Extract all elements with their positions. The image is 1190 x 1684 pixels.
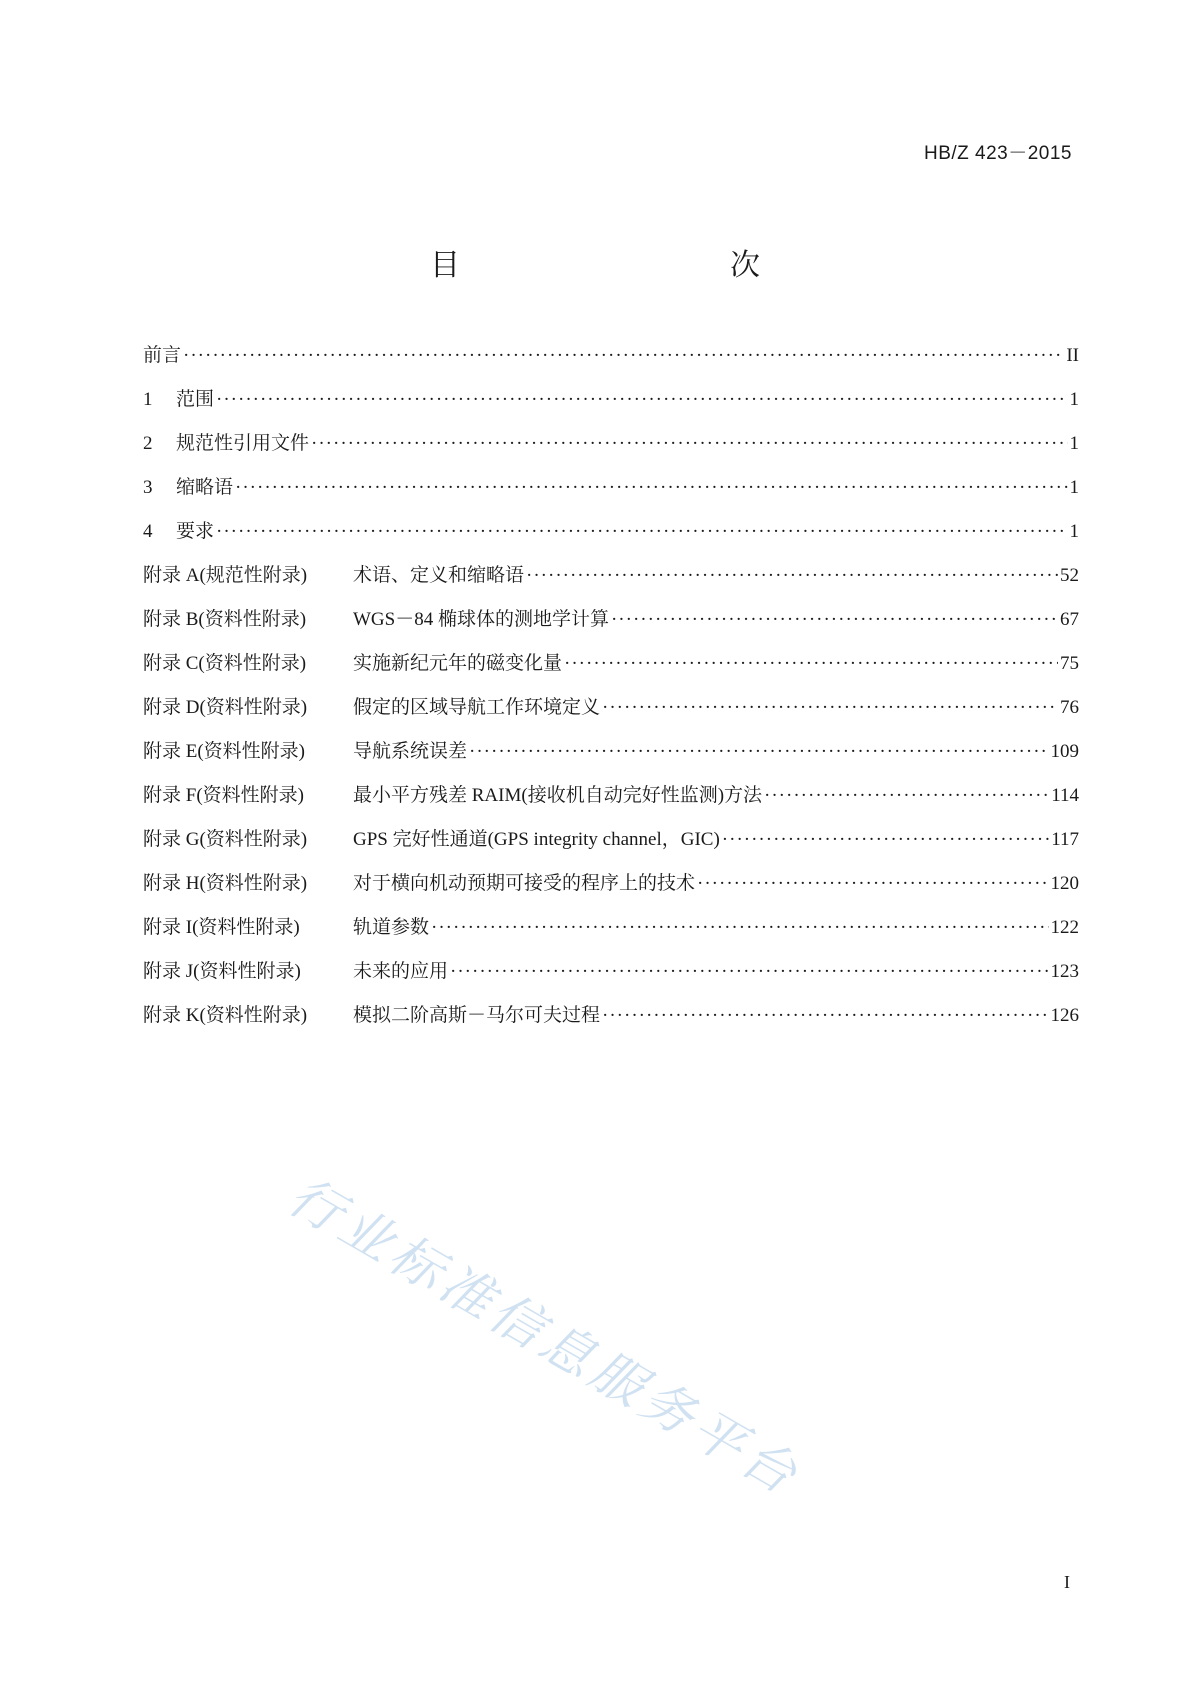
dot-leader — [431, 917, 1048, 939]
toc-entry-page: II — [1066, 345, 1079, 366]
toc-entry-page: 109 — [1050, 741, 1079, 762]
table-of-contents — [143, 340, 1079, 1044]
toc-entry-page: 1 — [1069, 433, 1079, 454]
toc-entry-label: 最小平方残差 RAIM(接收机自动完好性监测)方法 — [353, 785, 763, 806]
toc-entry-appendix[interactable] — [143, 824, 1079, 868]
dot-leader — [216, 389, 1067, 411]
toc-entry[interactable] — [143, 428, 1079, 472]
toc-entry-label: 对于横向机动预期可接受的程序上的技术 — [353, 873, 696, 894]
dot-leader — [602, 697, 1058, 719]
toc-entry-appendix[interactable] — [143, 648, 1079, 692]
dot-leader — [602, 1005, 1048, 1027]
toc-entry-appendix[interactable] — [143, 868, 1079, 912]
toc-entry-appendix[interactable] — [143, 692, 1079, 736]
toc-entry-page: 123 — [1050, 961, 1079, 982]
dot-leader — [450, 961, 1048, 983]
toc-entry-page: 1 — [1069, 521, 1079, 542]
dot-leader — [235, 477, 1067, 499]
toc-appendix-id: 附录 E(资料性附录) — [143, 741, 306, 762]
toc-entry-number: 4 — [143, 521, 153, 542]
toc-entry-label: WGS－84 椭球体的测地学计算 — [353, 609, 609, 630]
toc-entry[interactable] — [143, 340, 1079, 384]
toc-entry-page: 67 — [1060, 609, 1079, 630]
dot-leader — [764, 785, 1049, 807]
toc-entry[interactable] — [143, 384, 1079, 428]
toc-appendix-id: 附录 J(资料性附录) — [143, 961, 301, 982]
toc-entry-number: 2 — [143, 433, 153, 454]
page-number: I — [1064, 1572, 1070, 1592]
dot-leader — [526, 565, 1058, 587]
toc-entry-label: 模拟二阶高斯－马尔可夫过程 — [353, 1005, 601, 1026]
toc-entry-page: 122 — [1050, 917, 1079, 938]
toc-appendix-id: 附录 H(资料性附录) — [143, 873, 308, 894]
toc-entry-label: 规范性引用文件 — [176, 433, 310, 454]
toc-appendix-id: 附录 G(资料性附录) — [143, 829, 308, 850]
toc-appendix-id: 附录 I(资料性附录) — [143, 917, 300, 938]
toc-appendix-id: 附录 C(资料性附录) — [143, 653, 307, 674]
dot-leader — [722, 829, 1049, 851]
toc-entry-appendix[interactable] — [143, 780, 1079, 824]
toc-entry-label: 缩略语 — [176, 477, 234, 498]
toc-entry-label: 范围 — [176, 389, 215, 410]
toc-entry-appendix[interactable] — [143, 560, 1079, 604]
toc-appendix-id: 附录 A(规范性附录) — [143, 565, 308, 586]
toc-entry-label: 实施新纪元年的磁变化量 — [353, 653, 563, 674]
toc-entry-page: 120 — [1050, 873, 1079, 894]
toc-entry[interactable] — [143, 472, 1079, 516]
toc-appendix-id: 附录 B(资料性附录) — [143, 609, 307, 630]
dot-leader — [311, 433, 1067, 455]
toc-entry-appendix[interactable] — [143, 604, 1079, 648]
dot-leader — [216, 521, 1067, 543]
toc-entry[interactable] — [143, 516, 1079, 560]
toc-appendix-id: 附录 F(资料性附录) — [143, 785, 304, 806]
toc-appendix-id: 附录 K(资料性附录) — [143, 1005, 308, 1026]
toc-entry-label: 要求 — [176, 521, 215, 542]
toc-entry-label: 术语、定义和缩略语 — [353, 565, 525, 586]
toc-entry-page: 52 — [1060, 565, 1079, 586]
toc-entry-number: 3 — [143, 477, 153, 498]
toc-entry-page: 75 — [1060, 653, 1079, 674]
toc-entry-appendix[interactable] — [143, 956, 1079, 1000]
dot-leader — [183, 345, 1064, 367]
toc-entry-page: 114 — [1051, 785, 1079, 806]
toc-entry-page: 76 — [1060, 697, 1079, 718]
dot-leader — [469, 741, 1048, 763]
toc-entry-label: 导航系统误差 — [353, 741, 468, 762]
toc-entry-page: 117 — [1051, 829, 1079, 850]
toc-entry-page: 1 — [1069, 477, 1079, 498]
toc-entry-label: 轨道参数 — [353, 917, 430, 938]
dot-leader — [611, 609, 1058, 631]
toc-entry-page: 1 — [1069, 389, 1079, 410]
toc-entry-appendix[interactable] — [143, 736, 1079, 780]
toc-entry-label: 前言 — [143, 345, 182, 366]
toc-entry-page: 126 — [1050, 1005, 1079, 1026]
toc-entry-appendix[interactable] — [143, 1000, 1079, 1044]
toc-entry-label: 未来的应用 — [353, 961, 449, 982]
page-title: 目 次 — [430, 248, 830, 283]
dot-leader — [564, 653, 1058, 675]
document-code: HB/Z 423－2015 — [923, 143, 1072, 164]
toc-entry-label: GPS 完好性通道(GPS integrity channel，GIC) — [353, 829, 720, 850]
toc-entry-label: 假定的区域导航工作环境定义 — [353, 697, 601, 718]
toc-entry-number: 1 — [143, 389, 153, 410]
dot-leader — [697, 873, 1048, 895]
toc-appendix-id: 附录 D(资料性附录) — [143, 697, 308, 718]
watermark: 行业标准信息服务平台 — [278, 1166, 811, 1509]
toc-entry-appendix[interactable] — [143, 912, 1079, 956]
